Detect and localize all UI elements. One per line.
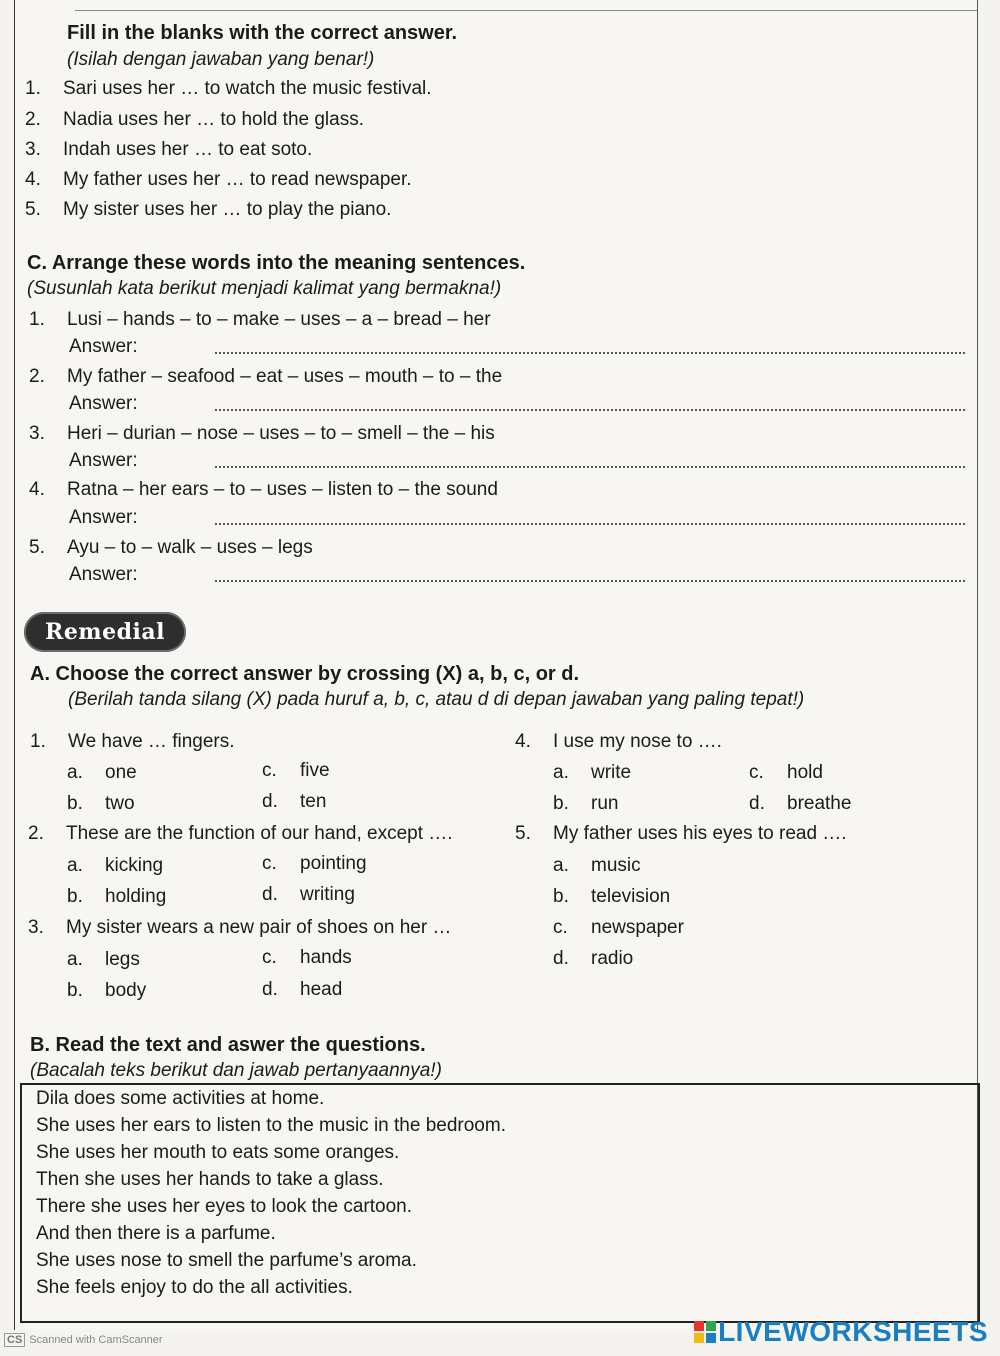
- section-c-subtitle: (Susunlah kata berikut menjadi kalimat yang bermakna!): [27, 278, 502, 299]
- text-line: Then she uses her hands to take a glass.: [36, 1169, 384, 1190]
- question: 3. My sister wears a new pair of shoes on her …: [28, 917, 452, 938]
- fill-item: 2. Nadia uses her … to hold the glass.: [25, 109, 365, 130]
- arrange-item: 4. Ratna – her ears – to – uses – listen to – the sound: [29, 479, 498, 500]
- option-d[interactable]: d. writing: [262, 884, 355, 905]
- liveworksheets-icon: [694, 1321, 716, 1343]
- option-b[interactable]: b. run: [553, 793, 619, 814]
- answer-line[interactable]: Answer:: [69, 393, 969, 417]
- option-c[interactable]: c. pointing: [262, 853, 367, 874]
- option-a[interactable]: a. kicking: [67, 855, 164, 876]
- question: 2. These are the function of our hand, except ….: [28, 823, 453, 844]
- answer-line[interactable]: Answer:: [69, 564, 969, 588]
- option-c[interactable]: c. newspaper: [553, 917, 684, 938]
- option-b[interactable]: b. holding: [67, 886, 167, 907]
- question: 1. We have … fingers.: [30, 731, 235, 752]
- remedial-b-subtitle: (Bacalah teks berikut dan jawab pertanyaannya!): [30, 1060, 442, 1081]
- text-line: There she uses her eyes to look the cartoon.: [36, 1196, 412, 1217]
- option-d[interactable]: d. breathe: [749, 793, 852, 814]
- answer-line[interactable]: Answer:: [69, 336, 969, 360]
- option-b[interactable]: b. two: [67, 793, 135, 814]
- option-d[interactable]: d. ten: [262, 791, 327, 812]
- option-d[interactable]: d. radio: [553, 948, 634, 969]
- text-line: She uses her ears to listen to the music in the bedroom.: [36, 1115, 506, 1136]
- top-rule: [75, 10, 977, 11]
- option-c[interactable]: c. hold: [749, 762, 823, 783]
- footer: [0, 1316, 1000, 1356]
- remedial-a-title: A. Choose the correct answer by crossing (X) a, b, c, or d.: [30, 663, 580, 685]
- option-a[interactable]: a. legs: [67, 949, 140, 970]
- option-c[interactable]: c. five: [262, 760, 330, 781]
- reading-text-box: [20, 1083, 980, 1323]
- fill-blanks-title: Fill in the blanks with the correct answer.: [67, 22, 458, 44]
- text-line: She uses her mouth to eats some oranges.: [36, 1142, 400, 1163]
- fill-item: 4. My father uses her … to read newspaper.: [25, 169, 412, 190]
- arrange-item: 3. Heri – durian – nose – uses – to – smell – the – his: [29, 423, 495, 444]
- fill-blanks-subtitle: (Isilah dengan jawaban yang benar!): [67, 49, 375, 70]
- remedial-b-title: B. Read the text and aswer the questions.: [30, 1034, 426, 1056]
- remedial-badge: Remedial: [24, 612, 186, 652]
- option-a[interactable]: a. write: [553, 762, 632, 783]
- answer-line[interactable]: Answer:: [69, 507, 969, 531]
- answer-line[interactable]: Answer:: [69, 450, 969, 474]
- text-line: Dila does some activities at home.: [36, 1088, 325, 1109]
- answer-dots: [215, 352, 965, 354]
- camscanner-watermark: CS Scanned with CamScanner: [4, 1334, 163, 1346]
- question: 5. My father uses his eyes to read ….: [515, 823, 847, 844]
- text-line: She uses nose to smell the parfume’s aroma.: [36, 1250, 417, 1271]
- fill-item: 1. Sari uses her … to watch the music festival.: [25, 78, 432, 99]
- fill-item: 3. Indah uses her … to eat soto.: [25, 139, 313, 160]
- arrange-item: 5. Ayu – to – walk – uses – legs: [29, 537, 313, 558]
- section-c-title: C. Arrange these words into the meaning sentences.: [27, 252, 526, 274]
- liveworksheets-logo[interactable]: LIVEWORKSHEETS: [694, 1316, 988, 1348]
- text-line: She feels enjoy to do the all activities.: [36, 1277, 353, 1298]
- answer-dots: [215, 466, 965, 468]
- answer-dots: [215, 409, 965, 411]
- answer-dots: [215, 580, 965, 582]
- fill-item: 5. My sister uses her … to play the piano.: [25, 199, 392, 220]
- option-a[interactable]: a. one: [67, 762, 137, 783]
- remedial-a-subtitle: (Berilah tanda silang (X) pada huruf a, b, c, atau d di depan jawaban yang paling tepat!): [68, 689, 805, 710]
- option-b[interactable]: b. body: [67, 980, 147, 1001]
- camscanner-icon: CS: [4, 1333, 25, 1347]
- option-a[interactable]: a. music: [553, 855, 641, 876]
- text-line: And then there is a parfume.: [36, 1223, 276, 1244]
- arrange-item: 2. My father – seafood – eat – uses – mouth – to – the: [29, 366, 503, 387]
- answer-dots: [215, 523, 965, 525]
- option-d[interactable]: d. head: [262, 979, 343, 1000]
- option-b[interactable]: b. television: [553, 886, 671, 907]
- question: 4. I use my nose to ….: [515, 731, 722, 752]
- arrange-item: 1. Lusi – hands – to – make – uses – a – bread – her: [29, 309, 491, 330]
- option-c[interactable]: c. hands: [262, 947, 352, 968]
